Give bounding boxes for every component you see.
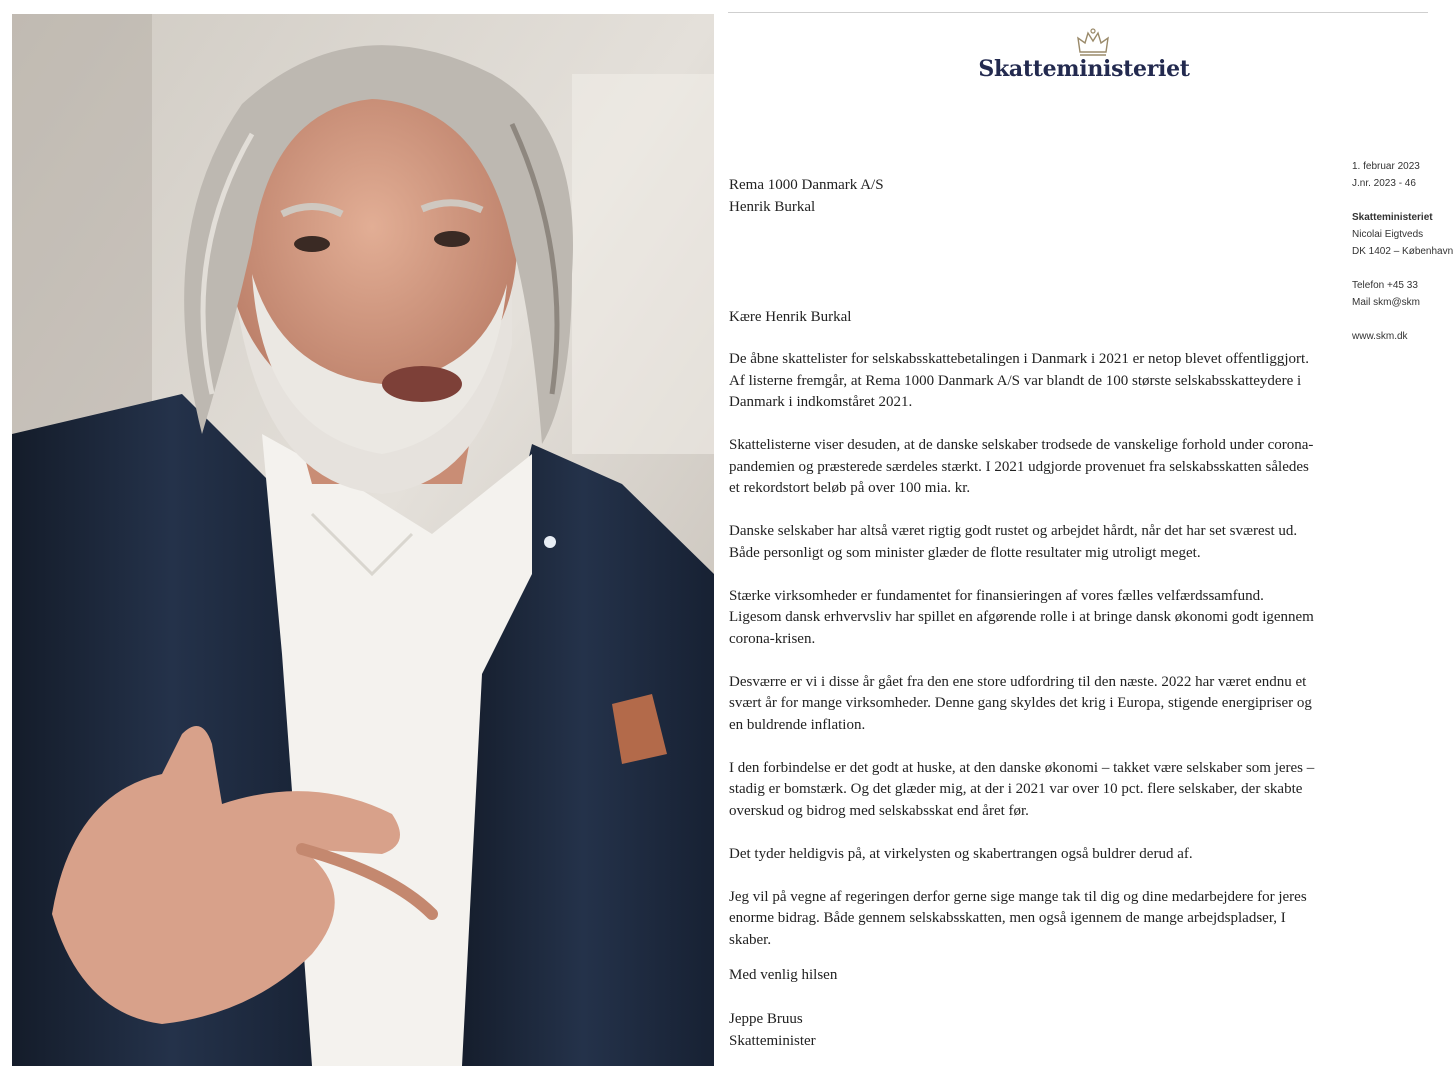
sender-info — [1352, 158, 1453, 345]
letter-page — [724, 0, 1453, 1080]
sender-address-1: Nicolai Eigtveds — [1352, 229, 1424, 240]
paragraph: Skattelisterne viser desuden, at de danske selskaber trodsede de vanskelige forhold under corona-pandemien og præsterede særdeles stærkt. I 2021 udgjorde provenuet fra selskabsskatten således et rekordstort beløb på over 100 mia. kr. — [729, 437, 1314, 496]
letter-date: 1. februar 2023 — [1352, 161, 1420, 172]
letter-body — [729, 349, 1319, 973]
recipient-block — [729, 175, 1319, 218]
sender-web: www.skm.dk — [1352, 331, 1408, 342]
paragraph: De åbne skattelister for selskabsskattebetalingen i Danmark i 2021 er netop blevet offentliggjort. Af listerne fremgår, at Rema 1000 Danmark A/S var blandt de 100 største selskabsskatteydere i Danmark i indkomståret 2021. — [729, 351, 1309, 410]
paragraph: Stærke virksomheder er fundamentet for finansieringen af vores fælles velfærdssamfund. Ligesom dansk erhvervsliv har spillet en afgørende rolle i at bringe dansk økonomi godt igennem corona-krisen. — [729, 587, 1314, 647]
salutation: Kære Henrik Burkal — [729, 309, 852, 325]
sender-phone: Telefon +45 33 — [1352, 280, 1418, 291]
ministry-logo: Skatteministeriet — [978, 56, 1190, 82]
paragraph: Desværre er vi i disse år gået fra den ene store udfordring til den næste. 2022 har været endnu et svært år for mange virksomheder. Denne gang skyldes det krig i Europa, stigende energipriser og en buldrende inflation. — [729, 673, 1312, 733]
signer-name: Jeppe Bruus — [729, 1011, 803, 1027]
sender-org: Skatteministeriet — [1352, 212, 1433, 223]
paragraph: I den forbindelse er det godt at huske, at den danske økonomi – takket være selskaber som jeres – stadig er bomstærk. Og det glæder mig, at der i 2021 var over 10 pct. flere selskaber, der skabte overskud og bidrog med selskabsskat end året før. — [729, 759, 1315, 819]
signer-title: Skatteminister — [729, 1032, 816, 1049]
signature-block — [729, 1009, 1319, 1052]
crown-icon — [1076, 28, 1110, 58]
top-divider — [728, 12, 1428, 13]
paragraph: Danske selskaber har altså været rigtig godt rustet og arbejdet hårdt, når det har set sværest ud. Både personligt og som minister glæder de flotte resultater mig utroligt meget. — [729, 523, 1298, 561]
portrait-photo — [12, 14, 714, 1066]
sender-address-2: DK 1402 – København — [1352, 246, 1453, 257]
sender-mail: Mail skm@skm — [1352, 297, 1420, 308]
paragraph: Det tyder heldigvis på, at virkelysten og skabertrangen også buldrer derud af. — [729, 845, 1193, 862]
recipient-name: Henrik Burkal — [729, 198, 816, 215]
closing: Med venlig hilsen — [729, 967, 838, 983]
recipient-company: Rema 1000 Danmark A/S — [729, 177, 884, 193]
portrait-illustration — [12, 14, 714, 1066]
journal-number: J.nr. 2023 - 46 — [1352, 178, 1416, 189]
paragraph: Jeg vil på vegne af regeringen derfor gerne sige mange tak til dig og dine medarbejdere for jeres enorme bidrag. Både gennem selskabsskatten, men også igennem de mange arbejdspladser, I skaber. — [729, 888, 1307, 948]
